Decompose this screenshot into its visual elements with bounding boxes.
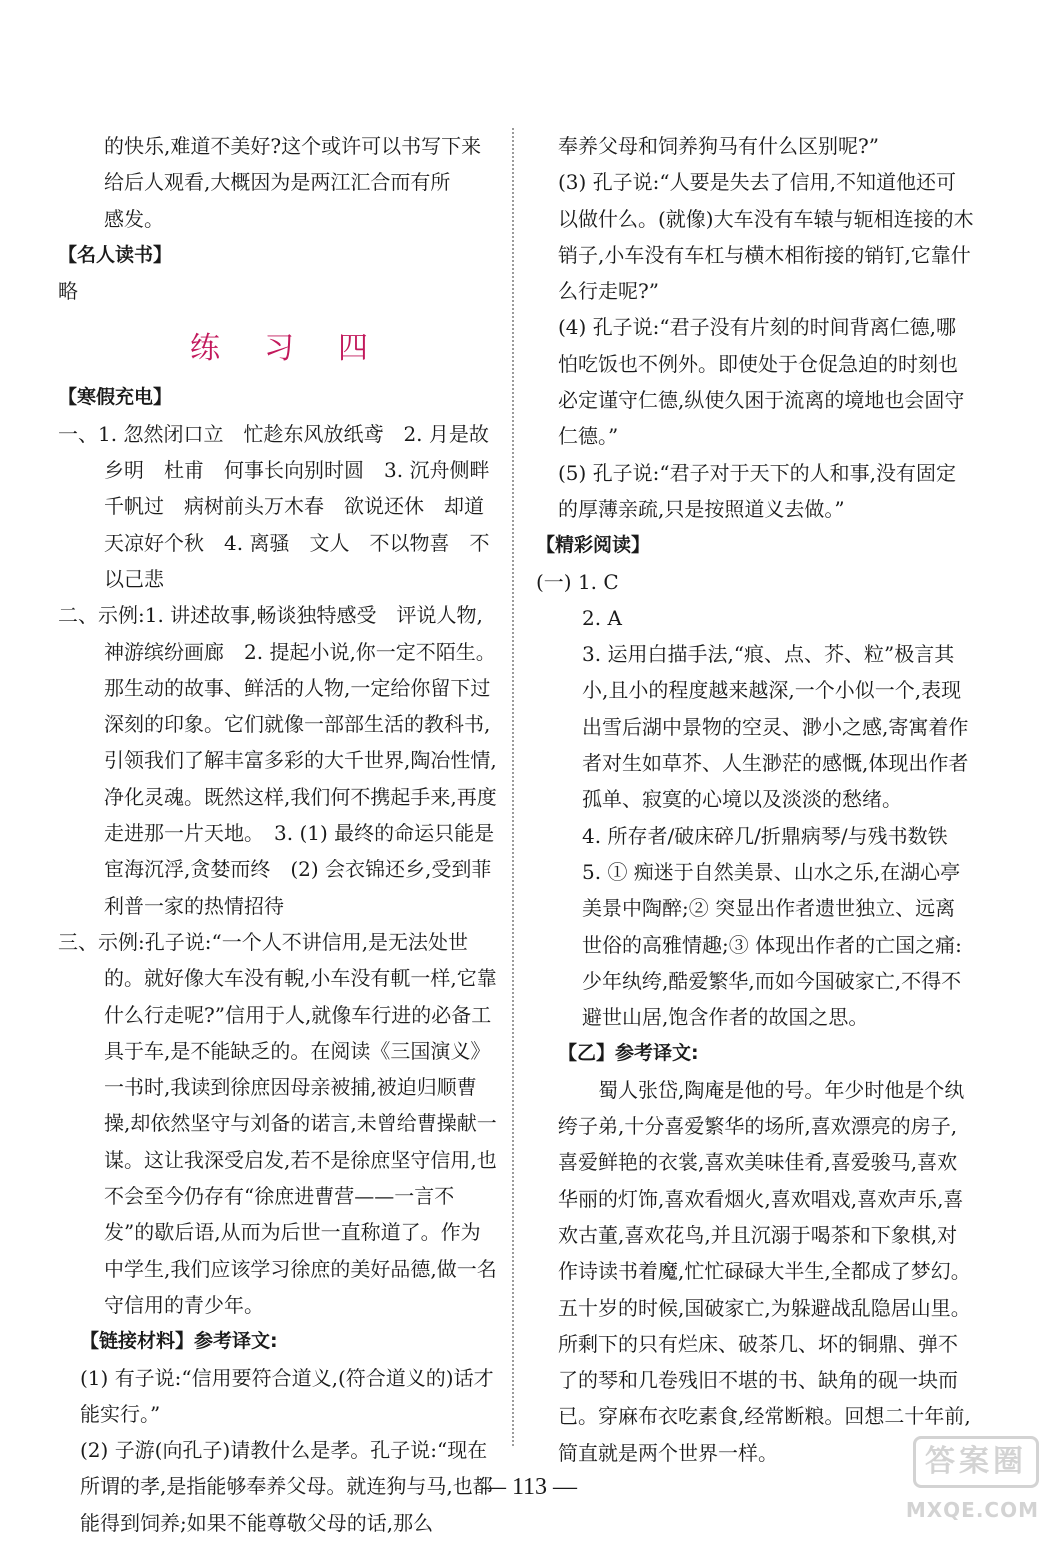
- link-item-5: (5) 孔子说:“君子对于天下的人和事,没有固定的厚薄亲疏,只是按照道义去做。”: [558, 460, 957, 521]
- wonderful-reading-heading: 【精彩阅读】: [536, 534, 651, 557]
- link-item-1: (1) 有子说:“信用要符合道义,(符合道义的)话才能实行。”: [80, 1365, 494, 1426]
- reading-answer-2: 2. A: [582, 605, 622, 630]
- intro-line-2: 给后人观看,大概因为是两江汇合而有所: [104, 170, 451, 195]
- right-column: [536, 128, 974, 1471]
- page-number: — 113 —: [481, 1474, 578, 1500]
- yi-translation-text: 蜀人张岱,陶庵是他的号。年少时他是个纨绔子弟,十分喜爱繁华的场所,喜欢漂亮的房子,喜爱鲜艳的衣裳,喜欢美味佳肴,喜爱骏马,喜欢华丽的灯饰,喜欢看烟火,喜欢唱戏,喜欢声乐,喜欢古董,喜欢花鸟,并且沉溺于喝茶和下象棋,对作诗读书着魔,忙忙碌碌大半生,全都成了梦幻。五十岁的时候,国破家亡,为躲避战乱隐居山里。所剩下的只有烂床、破茶几、坏的铜鼎、弹不了的琴和几卷残旧不堪的书、缺角的砚一块而已。穿麻布衣吃素食,经常断粮。回想二十年前,简直就是两个世界一样。: [558, 1077, 971, 1465]
- column-divider: [512, 128, 514, 1446]
- link-item-2-continued: 奉养父母和饲养狗马有什么区别呢?”: [558, 134, 879, 158]
- intro-line-1: 的快乐,难道不美好?这个或许可以书写下来: [104, 134, 482, 158]
- link-item-4: (4) 孔子说:“君子没有片刻的时间背离仁德,哪怕吃饭也不例外。即使处于仓促急迫的时刻也必定谨守仁德,纵使久困于流离的境地也会固守仁德。”: [558, 315, 965, 449]
- watermark-url: MXQE.COM: [905, 1498, 1039, 1522]
- answer-q1: 一、1. 忽然闭口立 忙趁东风放纸鸢 2. 月是故乡明 杜甫 何事长向别时圆 3. 沉舟侧畔千帆过 病树前头万木春 欲说还休 却道天凉好个秋 4. 离骚 文人 不以物喜 不以己悲: [58, 421, 490, 591]
- yi-translation-heading: 【乙】参考译文:: [558, 1042, 699, 1065]
- link-material-heading: 【链接材料】参考译文:: [80, 1330, 278, 1353]
- left-column: [58, 128, 500, 1541]
- reading-answer-3: 3. 运用白描手法,“痕、点、芥、粒”极言其小,且小的程度越来越深,一个小似一个,表现出雪后湖中景物的空灵、渺小之感,寄寓着作者对生如草芥、人生渺茫的感慨,体现出作者孤单、寂寞的心境以及淡淡的愁绪。: [582, 642, 969, 812]
- link-item-3: (3) 孔子说:“人要是失去了信用,不知道他还可以做什么。(就像)大车没有车辕与轭相连接的木销子,小车没有车杠与横木相衔接的销钉,它靠什么行走呢?”: [558, 170, 974, 304]
- reading-answer-1: (一) 1. C: [536, 569, 619, 594]
- reading-answer-4: 4. 所存者/破床碎几/折鼎病琴/与残书数铁: [582, 823, 948, 848]
- answer-q2: 二、示例:1. 讲述故事,畅谈独特感受 评说人物,神游缤纷画廊 2. 提起小说,你一定不陌生。那生动的故事、鲜活的人物,一定给你留下过深刻的印象。它们就像一部部生活的教科书,引领我们了解丰富多彩的大千世界,陶冶性情,净化灵魂。既然这样,我们何不携起手来,再度走进那一片天地。 3. (1) 最终的命运只能是宦海沉浮,贪婪而终 (2) 会衣锦还乡,受到菲利普一家的热情招待: [58, 603, 497, 918]
- intro-line-3: 感发。: [104, 206, 164, 231]
- famous-reading-text: 略: [58, 279, 78, 304]
- famous-reading-heading: 【名人读书】: [58, 243, 173, 266]
- winter-charge-heading: 【寒假充电】: [58, 386, 173, 409]
- watermark-logo-text: 答案圈: [913, 1436, 1039, 1488]
- section-title: 练习四: [190, 331, 412, 367]
- answer-q3: 三、示例:孔子说:“一个人不讲信用,是无法处世的。就好像大车没有輗,小车没有軏一样,它靠什么行走呢?”信用于人,就像车行进的必备工具于车,是不能缺乏的。在阅读《三国演义》一书时,我读到徐庶因母亲被捕,被迫归顺曹操,却依然坚守与刘备的诺言,未曾给曹操献一谋。这让我深受启发,若不是徐庶坚守信用,也不会至今仍存有“徐庶进曹营——一言不发”的歇后语,从而为后世一直称道了。作为中学生,我们应该学习徐庶的美好品德,做一名守信用的青少年。: [58, 929, 497, 1317]
- link-item-2: (2) 子游(向孔子)请教什么是孝。孔子说:“现在所谓的孝,是指能够奉养父母。就连狗与马,也都能得到饲养;如果不能尊敬父母的话,那么: [80, 1438, 493, 1535]
- reading-answer-5: 5. ① 痴迷于自然美景、山水之乐,在湖心亭美景中陶醉;② 突显出作者遗世独立、远离世俗的高雅情趣;③ 体现出作者的亡国之痛:少年纨绔,酷爱繁华,而如今国破家亡,不得不避世山居,饱含作者的故国之思。: [582, 859, 962, 1030]
- watermark-logo: [899, 1436, 1039, 1522]
